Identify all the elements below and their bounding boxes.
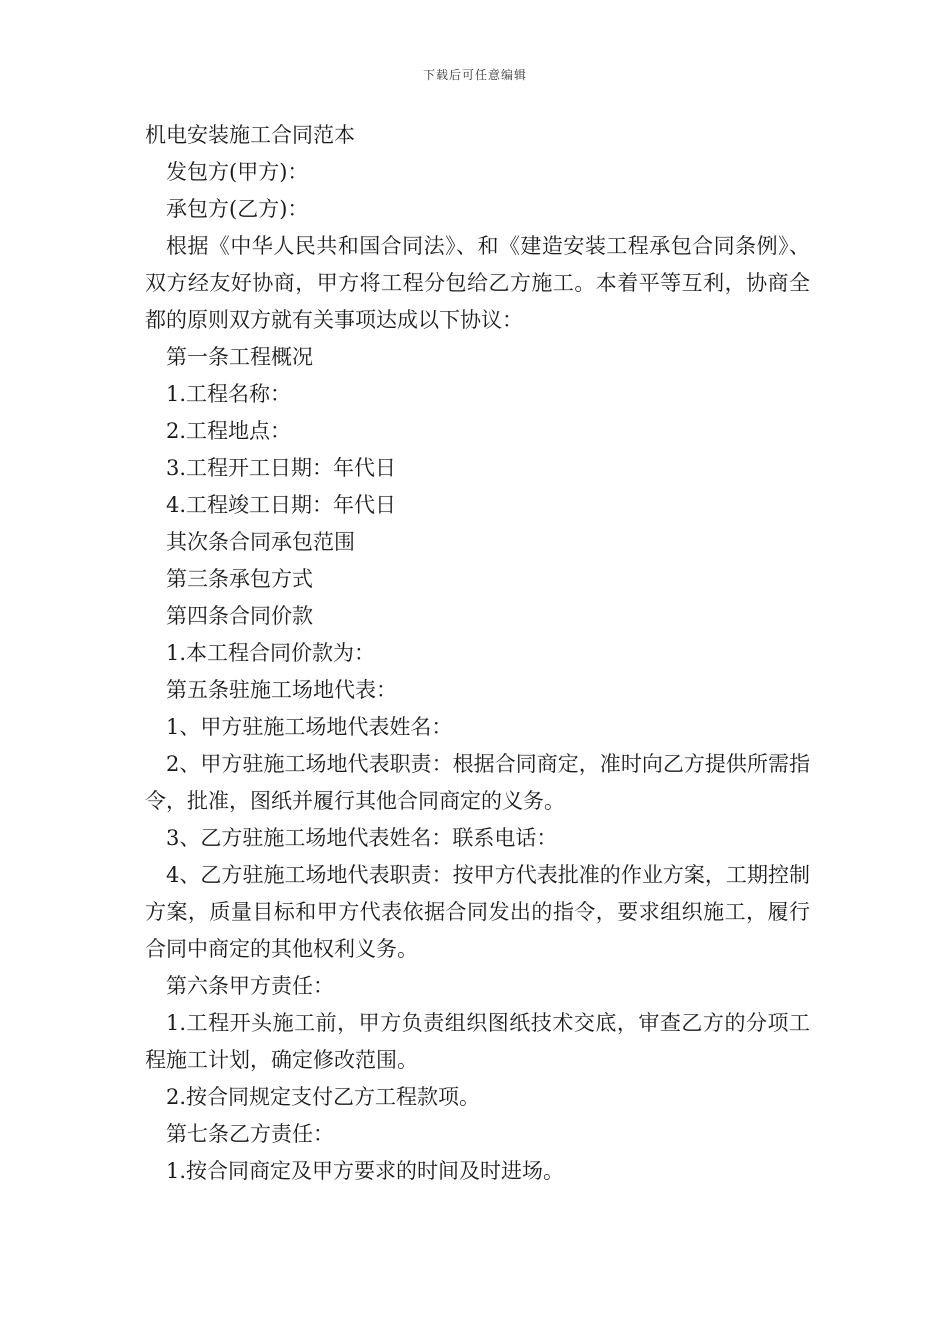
clause-6-item-1: 1.工程开头施工前，甲方负责组织图纸技术交底，审查乙方的分项工程施工计划，确定修改范围。	[145, 1011, 810, 1072]
clause-7-item-1: 1.按合同商定及甲方要求的时间及时进场。	[166, 1159, 565, 1183]
clause-5-item-2: 2、甲方驻施工场地代表职责：根据合同商定，准时向乙方提供所需指令，批准，图纸并履行其他合同商定的义务。	[145, 752, 810, 813]
clause-1-item-1: 1.工程名称：	[166, 382, 292, 406]
clause-6-heading: 第六条甲方责任：	[166, 974, 334, 998]
clause-1-item-3: 3.工程开工日期：年代日	[166, 456, 397, 480]
paragraph-preamble: 根据《中华人民共和国合同法》、和《建造安装工程承包合同条例》、双方经友好协商，甲方将工程分包给乙方施工。本着平等互利，协商全都的原则双方就有关事项达成以下协议：	[145, 234, 810, 332]
clause-5-item-1: 1、甲方驻施工场地代表姓名：	[166, 715, 453, 739]
document-body	[145, 117, 810, 1190]
clause-7-heading: 第七条乙方责任：	[166, 1122, 334, 1146]
clause-2-heading: 其次条合同承包范围	[166, 530, 355, 554]
clause-5-item-3: 3、乙方驻施工场地代表姓名：联系电话：	[166, 826, 558, 850]
clause-1-heading: 第一条工程概况	[166, 345, 313, 369]
clause-4-heading: 第四条合同价款	[166, 604, 313, 628]
paragraph-party-a: 发包方(甲方)：	[166, 160, 309, 184]
clause-1-item-4: 4.工程竣工日期：年代日	[166, 493, 397, 517]
header-note: 下载后可任意编辑	[422, 68, 527, 82]
paragraph-party-b: 承包方(乙方)：	[166, 197, 309, 221]
clause-5-item-4: 4、乙方驻施工场地代表职责：按甲方代表批准的作业方案，工期控制方案，质量目标和甲方代表依据合同发出的指令，要求组织施工，履行合同中商定的其他权利义务。	[145, 863, 810, 961]
clause-3-heading: 第三条承包方式	[166, 567, 313, 591]
clause-6-item-2: 2.按合同规定支付乙方工程款项。	[166, 1085, 481, 1109]
clause-1-item-2: 2.工程地点：	[166, 419, 292, 443]
clause-5-heading: 第五条驻施工场地代表：	[166, 678, 397, 702]
document-title: 机电安装施工合同范本	[145, 123, 355, 147]
clause-4-item-1: 1.本工程合同价款为：	[166, 641, 376, 665]
